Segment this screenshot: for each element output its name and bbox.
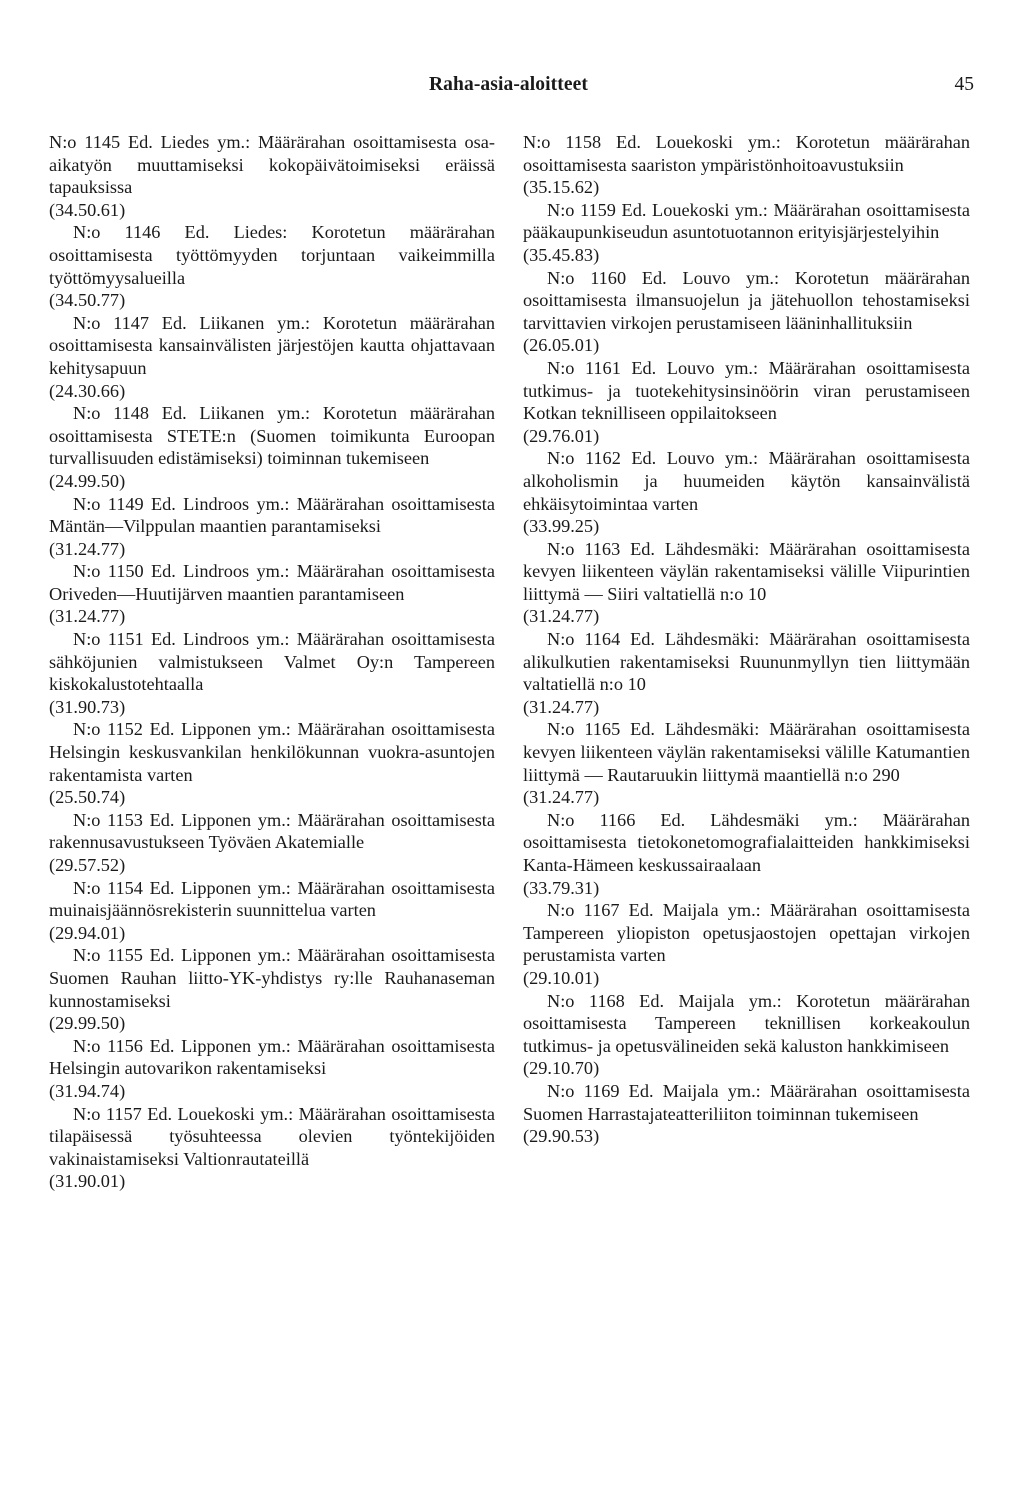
motion-text: N:o 1153 Ed. Lipponen ym.: Määrärahan osoittamisesta rakennusavustukseen Työväen Akatemialle <box>49 809 495 853</box>
budget-code: (24.99.50) <box>49 470 126 491</box>
budget-code: (29.57.52) <box>49 855 126 875</box>
budget-code: (29.10.01) <box>523 967 600 988</box>
budget-code: (31.90.01) <box>49 1171 126 1192</box>
motion-text: N:o 1166 Ed. Lähdesmäki ym.: Määrärahan osoittamisesta tietokonetomografialaitteiden hankkimiseksi Kanta-Hämeen keskussairaalaan <box>523 809 970 875</box>
motion-entry <box>49 718 495 808</box>
motion-text: N:o 1162 Ed. Louvo ym.: Määrärahan osoittamisesta alkoholismin ja huumeiden käytön kansainvälistä ehkäisytoimintaa varten <box>523 448 970 514</box>
motion-entry <box>523 267 970 357</box>
motion-text: N:o 1165 Ed. Lähdesmäki: Määrärahan osoittamisesta kevyen liikenteen väylän rakentamiseksi välille Katumantien liittymä — Rautaruukin liittymä maantiellä n:o 290 <box>523 719 970 785</box>
motion-text: N:o 1149 Ed. Lindroos ym.: Määrärahan osoittamisesta Mäntän—Vilppulan maantien parantamiseksi <box>49 493 495 537</box>
motion-entry <box>49 312 495 402</box>
motion-text: N:o 1169 Ed. Maijala ym.: Määrärahan osoittamisesta Suomen Harrastajateatteriliiton toiminnan tukemiseen <box>523 1080 970 1124</box>
motion-entry <box>523 809 970 899</box>
budget-code: (25.50.74) <box>49 787 126 808</box>
page-number: 45 <box>954 74 974 95</box>
budget-code: (35.15.62) <box>523 177 600 198</box>
motion-text: N:o 1167 Ed. Maijala ym.: Määrärahan osoittamisesta Tampereen yliopiston opetusjaostojen opettajan virkojen perustamista varten <box>523 900 970 966</box>
motion-entry <box>523 990 970 1080</box>
motion-entry <box>49 131 495 221</box>
budget-code: (29.10.70) <box>523 1058 600 1079</box>
motion-text: N:o 1161 Ed. Louvo ym.: Määrärahan osoittamisesta tutkimus- ja tuotekehitysinsinöörin viran perustamiseen Kotkan teknilliseen oppilaitokseen <box>523 357 970 424</box>
motion-entry <box>523 899 970 989</box>
motion-entry <box>49 944 495 1034</box>
motion-entry <box>523 628 970 718</box>
motion-text: N:o 1154 Ed. Lipponen ym.: Määrärahan osoittamisesta muinaisjäännösrekisterin suunnittelua varten <box>49 877 495 921</box>
motion-entry <box>523 357 970 447</box>
budget-code: (31.24.77) <box>523 787 600 808</box>
budget-code: (24.30.66) <box>49 380 126 401</box>
motion-text: N:o 1150 Ed. Lindroos ym.: Määrärahan osoittamisesta Oriveden—Huutijärven maantien parantamiseen <box>49 561 495 604</box>
motion-entry <box>49 877 495 945</box>
motion-text: N:o 1152 Ed. Lipponen ym.: Määrärahan osoittamisesta Helsingin keskusvankilan henkilökunnan vuokra-asuntojen rakentamista varten <box>49 719 495 785</box>
budget-code: (35.45.83) <box>523 244 600 265</box>
budget-code: (29.99.50) <box>49 1013 126 1034</box>
motion-entry <box>523 1080 970 1148</box>
motion-entry <box>49 809 495 877</box>
motion-text: N:o 1151 Ed. Lindroos ym.: Määrärahan osoittamisesta sähköjunien valmistukseen Valmet Oy:n Tampereen kiskokalustotehtaalla <box>49 629 495 695</box>
motion-entry <box>523 131 970 199</box>
budget-code: (33.99.25) <box>523 516 600 537</box>
motion-entry <box>49 221 495 311</box>
budget-code: (31.24.77) <box>523 696 600 717</box>
motion-text: N:o 1158 Ed. Louekoski ym.: Korotetun määrärahan osoittamisesta saariston ympäristönhoitoavustuksiin <box>523 132 970 175</box>
running-title: Raha-asia-aloitteet <box>429 74 588 95</box>
motion-entry <box>523 718 970 808</box>
right-column <box>523 131 970 1148</box>
budget-code: (29.94.01) <box>49 922 126 943</box>
motion-text: N:o 1160 Ed. Louvo ym.: Korotetun määrärahan osoittamisesta ilmansuojelun ja jätehuollon tehostamiseksi tarvittavien virkojen perustamiseen lääninhallituksiin <box>523 267 970 333</box>
budget-code: (31.24.77) <box>49 606 126 627</box>
budget-code: (34.50.61) <box>49 199 126 220</box>
budget-code: (31.24.77) <box>523 606 600 627</box>
budget-code: (26.05.01) <box>523 335 600 356</box>
budget-code: (33.79.31) <box>523 877 600 898</box>
motion-entry <box>523 538 970 628</box>
motion-text: N:o 1146 Ed. Liedes: Korotetun määrärahan osoittamisesta työttömyyden torjuntaan vaikeimmilla työttömyysalueilla <box>49 222 495 288</box>
budget-code: (29.90.53) <box>523 1126 600 1147</box>
motion-text: N:o 1148 Ed. Liikanen ym.: Korotetun määrärahan osoittamisesta STETE:n (Suomen toimikunta Euroopan turvallisuuden edistämiseksi) toiminnan tukemiseen <box>49 403 495 469</box>
running-header <box>0 74 1024 104</box>
motion-text: N:o 1164 Ed. Lähdesmäki: Määrärahan osoittamisesta alikulkutien rakentamiseksi Ruununmyllyn tien liittymään valtatiellä n:o 10 <box>523 629 970 695</box>
budget-code: (29.76.01) <box>523 425 600 446</box>
motion-text: N:o 1147 Ed. Liikanen ym.: Korotetun määrärahan osoittamisesta kansainvälisten järjestöjen kautta ohjattavaan kehitysapuun <box>49 312 495 378</box>
left-column <box>49 131 495 1193</box>
motion-text: N:o 1156 Ed. Lipponen ym.: Määrärahan osoittamisesta Helsingin autovarikon rakentamiseksi <box>49 1035 495 1079</box>
motion-text: N:o 1155 Ed. Lipponen ym.: Määrärahan osoittamisesta Suomen Rauhan liitto-YK-yhdistys ry:lle Rauhanaseman kunnostamiseksi <box>49 945 495 1011</box>
motion-entry <box>523 447 970 537</box>
motion-text: N:o 1145 Ed. Liedes ym.: Määrärahan osoittamisesta osa-aikatyön muuttamiseksi kokopäivätoimiseksi eräissä tapauksissa <box>49 132 495 198</box>
motion-entry <box>49 1103 495 1193</box>
motion-entry <box>49 1035 495 1103</box>
budget-code: (31.24.77) <box>49 538 126 559</box>
motion-text: N:o 1157 Ed. Louekoski ym.: Määrärahan osoittamisesta tilapäisessä työsuhteessa olevien työntekijöiden vakinaistamiseksi Valtionrautateillä <box>49 1103 495 1169</box>
budget-code: (31.90.73) <box>49 696 126 717</box>
motion-entry <box>49 628 495 718</box>
motion-entry <box>49 560 495 628</box>
motion-text: N:o 1168 Ed. Maijala ym.: Korotetun määrärahan osoittamisesta Tampereen teknillisen korkeakoulun tutkimus- ja opetusvälineiden sekä kaluston hankkimiseen <box>523 990 970 1056</box>
motion-text: N:o 1163 Ed. Lähdesmäki: Määrärahan osoittamisesta kevyen liikenteen väylän rakentamiseksi välille Viipurintien liittymä — Siiri valtatiellä n:o 10 <box>523 538 970 604</box>
motion-entry <box>523 199 970 267</box>
motion-entry <box>49 493 495 561</box>
budget-code: (34.50.77) <box>49 290 126 311</box>
budget-code: (31.94.74) <box>49 1080 126 1101</box>
motion-entry <box>49 402 495 492</box>
motion-text: N:o 1159 Ed. Louekoski ym.: Määrärahan osoittamisesta pääkaupunkiseudun asuntotuotannon erityisjärjestelyihin <box>523 199 970 243</box>
